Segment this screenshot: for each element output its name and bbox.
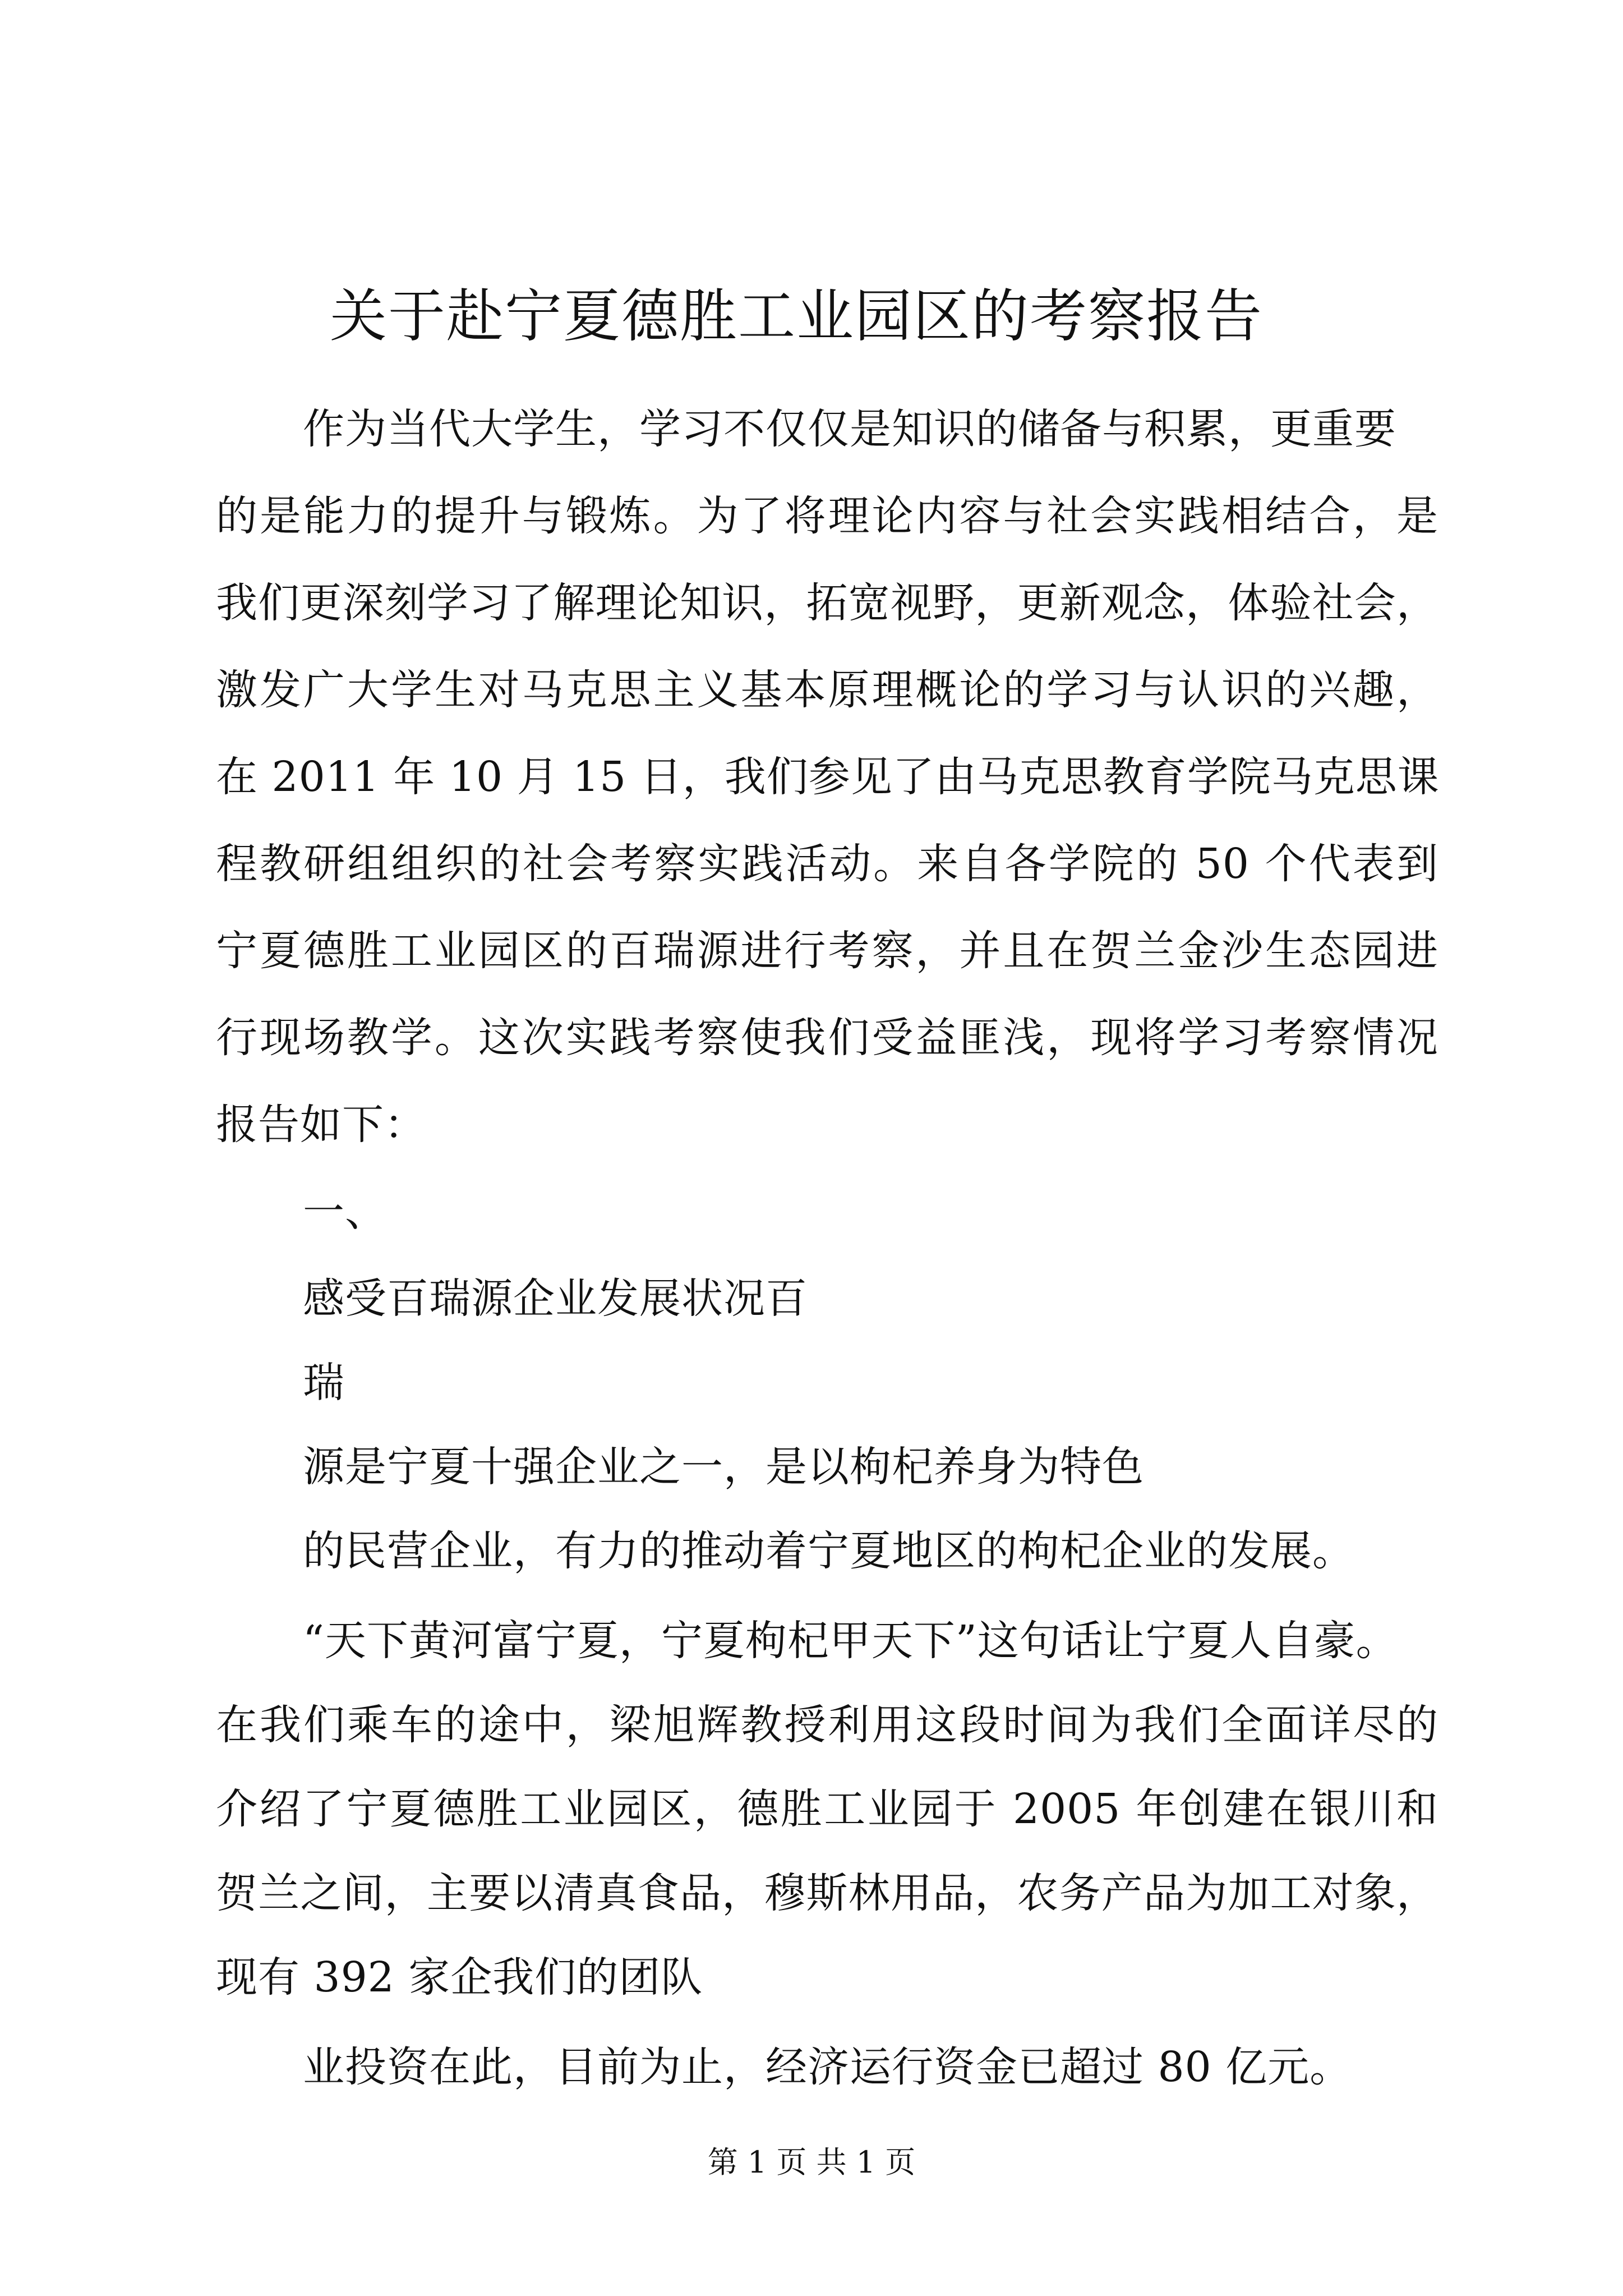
paragraph-line: 瑞 — [303, 1359, 345, 1407]
paragraph-line: 报告如下： — [216, 1101, 426, 1149]
paragraph-line: 行现场教学。这次实践考察使我们受益匪浅，现将学习考察情况 — [216, 1014, 1438, 1062]
paragraph-line: 在我们乘车的途中，梁旭辉教授利用这段时间为我们全面详尽的 — [216, 1701, 1438, 1749]
paragraph-line: 源是宁夏十强企业之一，是以枸杞养身为特色 — [303, 1443, 1144, 1491]
paragraph-line: 我们更深刻学习了解理论知识，拓宽视野，更新观念，体验社会， — [216, 579, 1438, 627]
page-footer: 第 1 页 共 1 页 — [707, 2145, 916, 2180]
paragraph-line: 程教研组组织的社会考察实践活动。来自各学院的 50 个代表到 — [216, 840, 1438, 888]
paragraph-line: 在 2011 年 10 月 15 日，我们参见了由马克思教育学院马克思课 — [216, 753, 1440, 801]
paragraph-line: 作为当代大学生，学习不仅仅是知识的储备与积累，更重要 — [303, 405, 1396, 453]
paragraph-line: 宁夏德胜工业园区的百瑞源进行考察，并且在贺兰金沙生态园进 — [216, 927, 1438, 975]
paragraph-line: 的是能力的提升与锻炼。为了将理论内容与社会实践相结合，是 — [216, 492, 1438, 540]
paragraph-line: 业投资在此，目前为止，经济运行资金已超过 80 亿元。 — [303, 2043, 1352, 2091]
paragraph-line: 的民营企业，有力的推动着宁夏地区的枸杞企业的发展。 — [303, 1527, 1354, 1575]
paragraph-line: “天下黄河富宁夏，宁夏枸杞甲天下”这句话让宁夏人自豪。 — [303, 1617, 1398, 1665]
paragraph-line: 介绍了宁夏德胜工业园区，德胜工业园于 2005 年创建在银川和 — [216, 1785, 1438, 1833]
section-heading: 感受百瑞源企业发展状况百 — [303, 1274, 808, 1323]
document-title: 关于赴宁夏德胜工业园区的考察报告 — [330, 283, 1263, 350]
section-number: 一、 — [303, 1188, 387, 1236]
paragraph-line: 现有 392 家企我们的团队 — [216, 1953, 703, 2001]
paragraph-line: 贺兰之间，主要以清真食品，穆斯林用品，农务产品为加工对象， — [216, 1869, 1438, 1917]
paragraph-line: 激发广大学生对马克思主义基本原理概论的学习与认识的兴趣， — [216, 666, 1438, 714]
